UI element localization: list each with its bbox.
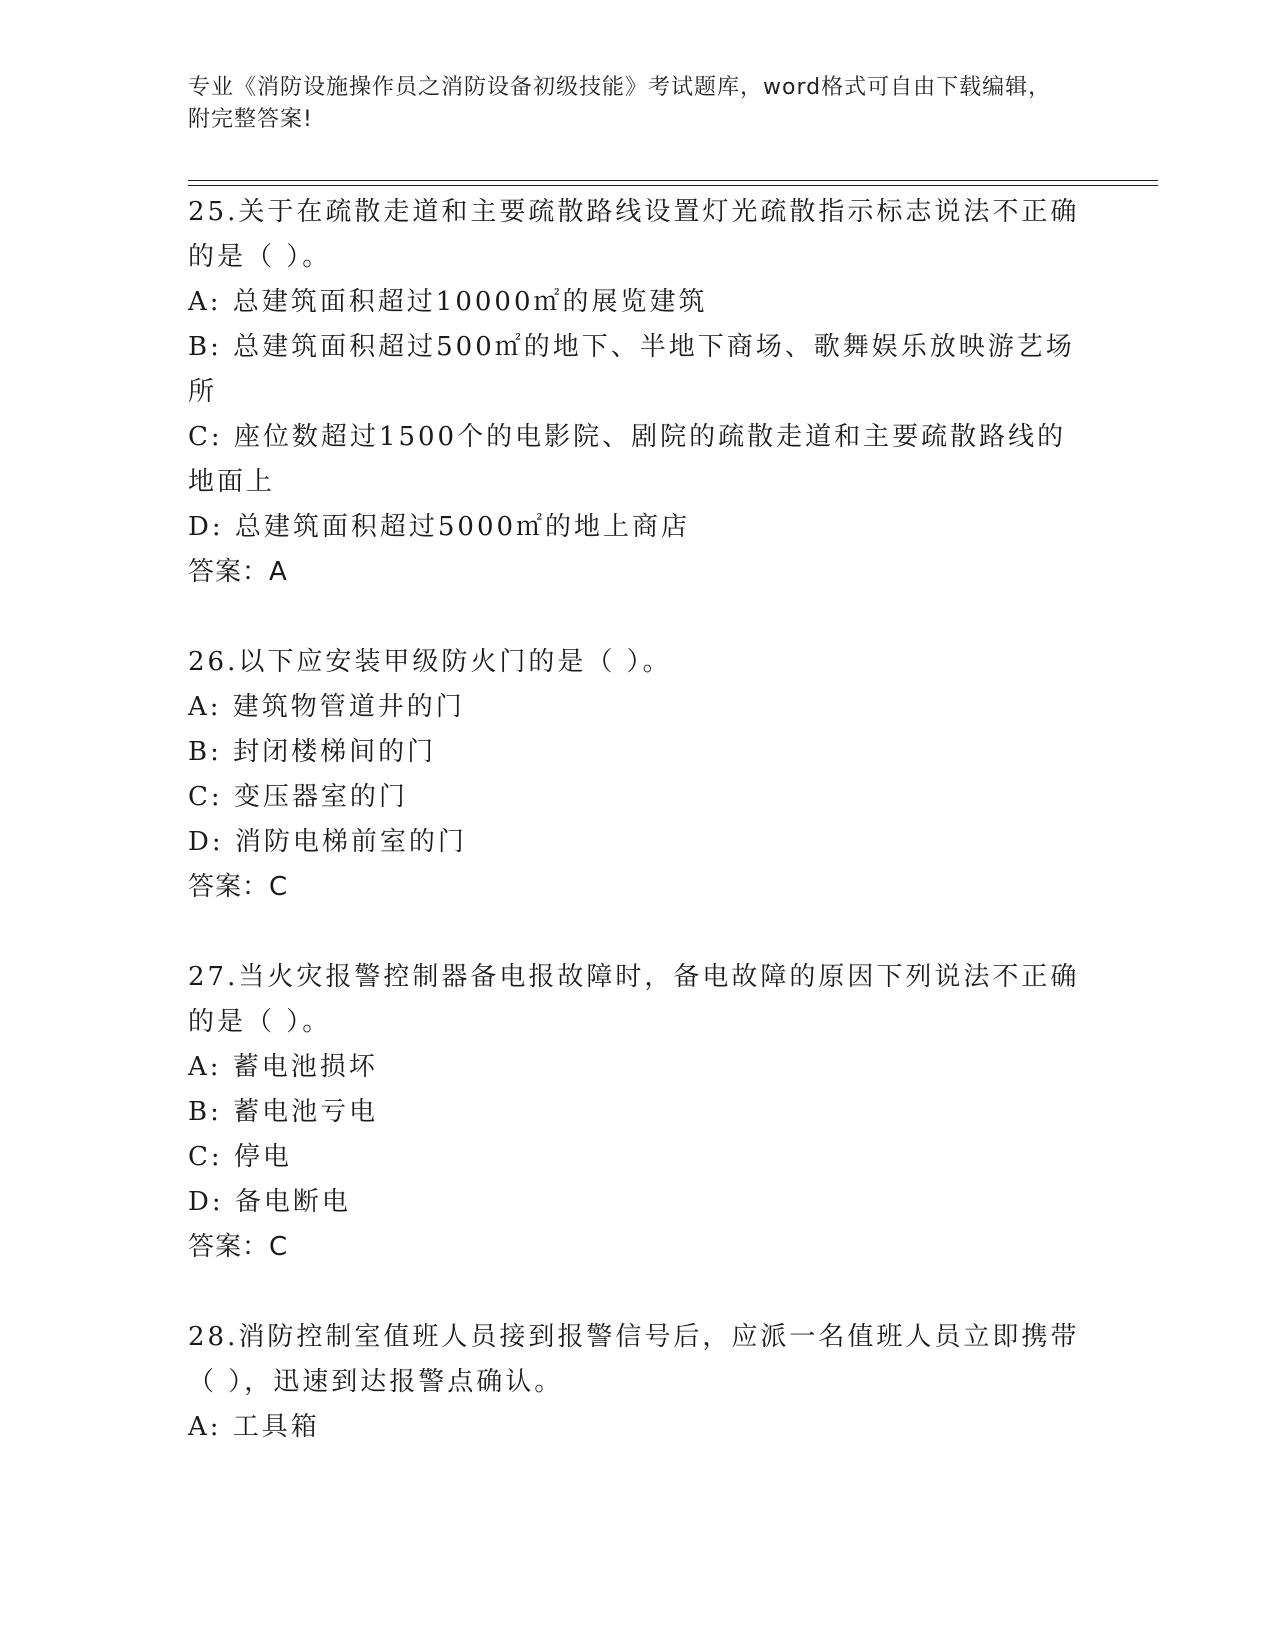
question-stem: 25.关于在疏散走道和主要疏散路线设置灯光疏散指示标志说法不正确的是（ ）。 [188,197,1080,272]
question-stem: 28.消防控制室值班人员接到报警信号后，应派一名值班人员立即携带（ ），迅速到达报警点确认。 [188,1322,1080,1397]
question-list [188,190,1088,1450]
option-c: C: 停电 [188,1142,292,1172]
question-26 [188,640,1088,910]
question-27 [188,955,1088,1270]
answer-line: 答案：C [188,872,289,902]
option-d: D: 总建筑面积超过5000㎡的地上商店 [188,512,691,542]
option-d: D: 消防电梯前室的门 [188,827,467,857]
option-a: A: 蓄电池损坏 [188,1052,378,1082]
question-spacer [188,1270,1088,1315]
option-b: B: 蓄电池亏电 [188,1097,379,1127]
header-divider-bottom [188,185,1158,186]
question-25 [188,190,1088,595]
option-b: B: 总建筑面积超过500㎡的地下、半地下商场、歌舞娱乐放映游艺场所 [188,332,1075,407]
option-a: A: 工具箱 [188,1412,320,1442]
answer-line: 答案：C [188,1232,289,1262]
question-28 [188,1315,1088,1450]
option-d: D: 备电断电 [188,1187,351,1217]
option-c: C: 座位数超过1500个的电影院、剧院的疏散走道和主要疏散路线的地面上 [188,422,1067,497]
option-b: B: 封闭楼梯间的门 [188,737,437,767]
question-spacer [188,595,1088,640]
document-header [188,72,1068,136]
option-c: C: 变压器室的门 [188,782,408,812]
option-a: A: 建筑物管道井的门 [188,692,465,722]
question-stem: 27.当火灾报警控制器备电报故障时，备电故障的原因下列说法不正确的是（ ）。 [188,962,1080,1037]
header-divider-top [188,180,1158,181]
header-intro: 专业《消防设施操作员之消防设备初级技能》考试题库，word格式可自由下载编辑，附完整答案! [188,75,1052,132]
answer-line: 答案：A [188,557,288,587]
option-a: A: 总建筑面积超过10000㎡的展览建筑 [188,287,708,317]
question-spacer [188,910,1088,955]
question-stem: 26.以下应安装甲级防火门的是（ ）。 [188,647,672,677]
